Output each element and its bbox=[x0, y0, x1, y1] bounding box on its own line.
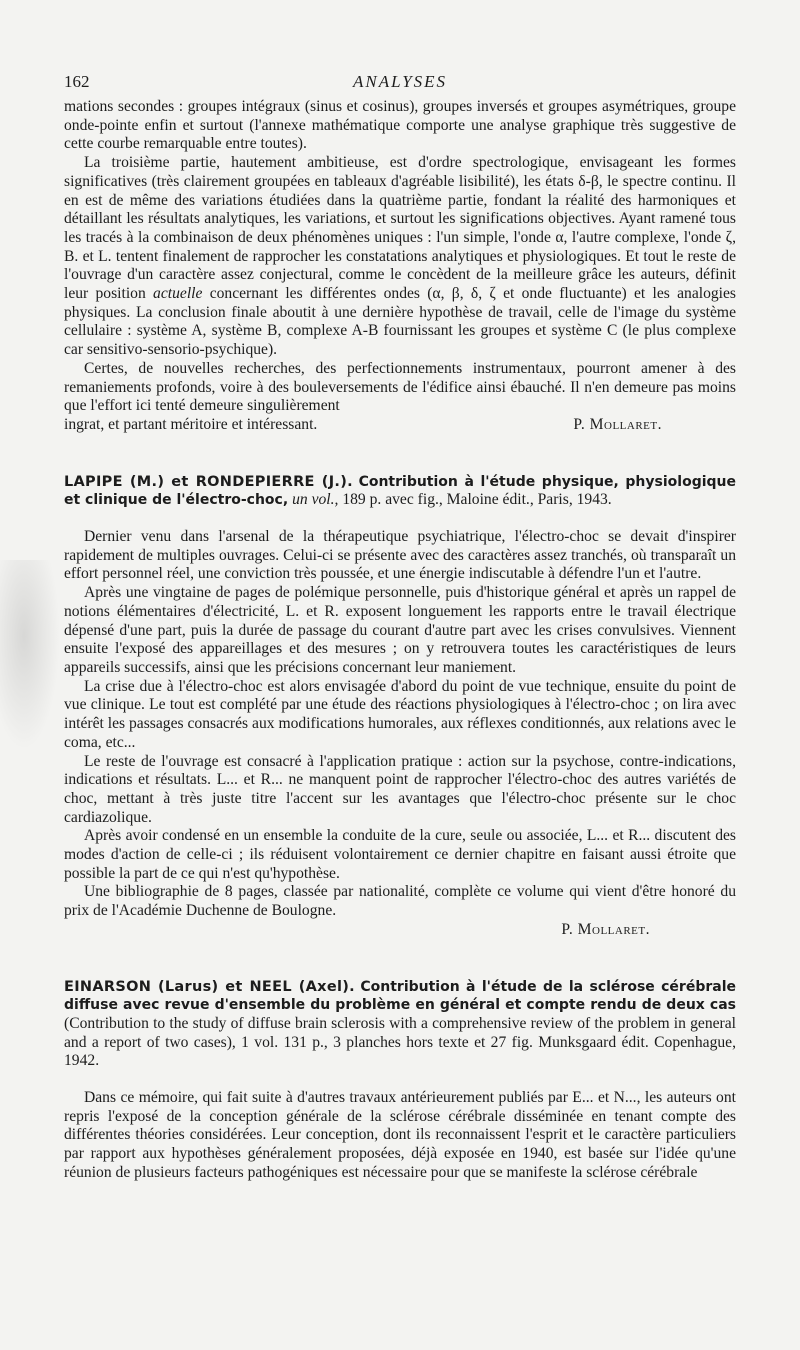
review-2-paragraph: Après une vingtaine de pages de polémique personnelle, puis d'historique général et après un rappel de notions élémentaires d'électricité, L. et R. exposent longuement les rapports entre le travail électrique dépensé d'une part, puis la durée de passage du courant d'autre part avec les crises convulsives. Viennent ensuite l'exposé des appareillages et des mesures ; on y retrouvera toutes les caractéristiques de leurs appareils successifs, ainsi que les précisions concernant leur maniement. bbox=[64, 584, 736, 676]
review-3-title: Contribution à l'étude de la sclérose cérébrale diffuse avec revue d'ensemble du problème en général et compte rendu de deux cas bbox=[64, 978, 736, 1014]
review-2-authors: LAPIPE (M.) et RONDEPIERRE (J.). bbox=[64, 473, 353, 490]
review-2-heading bbox=[64, 473, 736, 510]
review-2 bbox=[64, 473, 736, 940]
review-3 bbox=[64, 978, 736, 1183]
signature: P. Mollaret. bbox=[561, 920, 650, 938]
signature: P. Mollaret. bbox=[573, 415, 662, 433]
review-2-volume: un vol., bbox=[292, 491, 339, 509]
page-number: 162 bbox=[64, 72, 90, 91]
review-1-closing bbox=[64, 416, 736, 435]
review-3-paragraph: Dans ce mémoire, qui fait suite à d'autres travaux antérieurement publiés par E... et N..., les auteurs ont repris l'exposé de la conception générale de la sclérose cérébrale disséminée en tenant compte des différentes théories considérées. Leur conception, dont ils reconnaissent l'esprit et le caractère particuliers par rapport aux hypothèses généralement proposées, déjà exposée en 1940, est basée sur l'idée qu'une réunion de plusieurs facteurs pathogéniques est nécessaire pour que se manifeste la sclérose cérébrale bbox=[64, 1089, 736, 1181]
review-1 bbox=[64, 98, 736, 435]
emphasis: actuelle bbox=[153, 285, 203, 303]
review-1-paragraph: mations secondes : groupes intégraux (sinus et cosinus), groupes inversés et groupes asymétriques, groupe onde-pointe enfin et surtout (l'annexe mathématique comporte une analyse graphique très suggestive de cette courbe remarquable entre toutes). bbox=[64, 98, 736, 153]
review-2-title: Contribution à l'étude physique, physiologique et clinique de l'électro-choc, bbox=[64, 473, 736, 509]
review-3-heading bbox=[64, 978, 736, 1072]
review-2-paragraph: La crise due à l'électro-choc est alors envisagée d'abord du point de vue technique, ensuite du point de vue clinique. Le tout est complété par une étude des réactions physiologiques à l'électro-choc ; on lira avec intérêt les passages consacrés aux modifications humorales, aux réflexes conditionnés, aux relations avec le coma, etc... bbox=[64, 677, 736, 751]
review-2-paragraph: Après avoir condensé en un ensemble la conduite de la cure, seule ou associée, L... et R... discutent des modes d'action de celle-ci ; ils réduisent volontairement ce dernier chapitre en faisant aussi étroite que possible la part de ce qui n'est qu'hypothèse. bbox=[64, 827, 736, 882]
running-head bbox=[64, 68, 736, 98]
review-1-paragraph: Certes, de nouvelles recherches, des perfectionnements instrumentaux, pourront amener à des remaniements profonds, voire à des bouleversements de l'édifice ainsi ébauché. Il n'en demeure pas moins que l'effort ici tenté demeure singulièrement bbox=[64, 359, 736, 415]
review-3-authors: EINARSON (Larus) et NEEL (Axel). bbox=[64, 978, 355, 995]
review-3-publication: (Contribution to the study of diffuse brain sclerosis with a comprehensive review of the problem in general and a report of two cases), 1 vol. 131 p., 3 planches hors texte et 27 fig. Munksgaard édit. Copenhague, 1942. bbox=[64, 1014, 736, 1070]
margin-stain bbox=[0, 560, 60, 750]
page bbox=[64, 68, 736, 1183]
review-2-paragraph: Dernier venu dans l'arsenal de la thérapeutique psychiatrique, l'électro-choc se devait d'inspirer rapidement de multiples ouvrages. Celui-ci se présente avec des caractères assez tranchés, où transparaît un effort personnel réel, une conviction très poussée, et une énergie indiscutable à défendre l'un et l'autre. bbox=[64, 528, 736, 583]
review-1-paragraph: La troisième partie, hautement ambitieuse, est d'ordre spectrologique, envisageant les formes significatives (très clairement groupées en tableaux d'agréable lisibilité), les états δ-β, le spectre continu. Il en est de même des variations étudiées dans la quatrième partie, fondant la réalité des harmoniques et détaillant les résultats analytiques, les variations, et surtout les significations objectives. Ayant ramené tous les tracés à la combinaison de deux phénomènes uniques : l'un simple, l'onde α, l'autre complexe, l'onde ζ, B. et L. tentent finalement de rapprocher les constatations analytiques et physiologiques. Et tout le reste de l'ouvrage d'un caractère assez conjectural, comme le concèdent de la meilleure grâce les auteurs, définit leur position actuelle concernant les différentes ondes (α, β, δ, ζ et onde fluctuante) et les analogies physiques. La conclusion finale aboutit à une dernière hypothèse de travail, celle de l'image du système cellulaire : système A, système B, complexe A-B fournissant les groupes et système C (le plus complexe car sensitivo-sensorio-psychique). bbox=[64, 154, 737, 359]
review-2-publication: 189 p. avec fig., Maloine édit., Paris, 1943. bbox=[342, 491, 612, 509]
review-1-last-line: ingrat, et partant méritoire et intéressant. bbox=[64, 415, 318, 433]
review-2-paragraph: Le reste de l'ouvrage est consacré à l'application pratique : action sur la psychose, contre-indications, indications et résultats. L... et R... ne manquent point de rapprocher l'électro-choc des autres variétés de choc, mettant à très juste titre l'accent sur les avantages que l'électro-choc présente sur le choc cardiazolique. bbox=[64, 752, 736, 826]
running-title: ANALYSES bbox=[352, 72, 448, 91]
review-2-paragraph: Une bibliographie de 8 pages, classée par nationalité, complète ce volume qui vient d'être honoré du prix de l'Académie Duchenne de Boulogne. bbox=[64, 883, 736, 920]
